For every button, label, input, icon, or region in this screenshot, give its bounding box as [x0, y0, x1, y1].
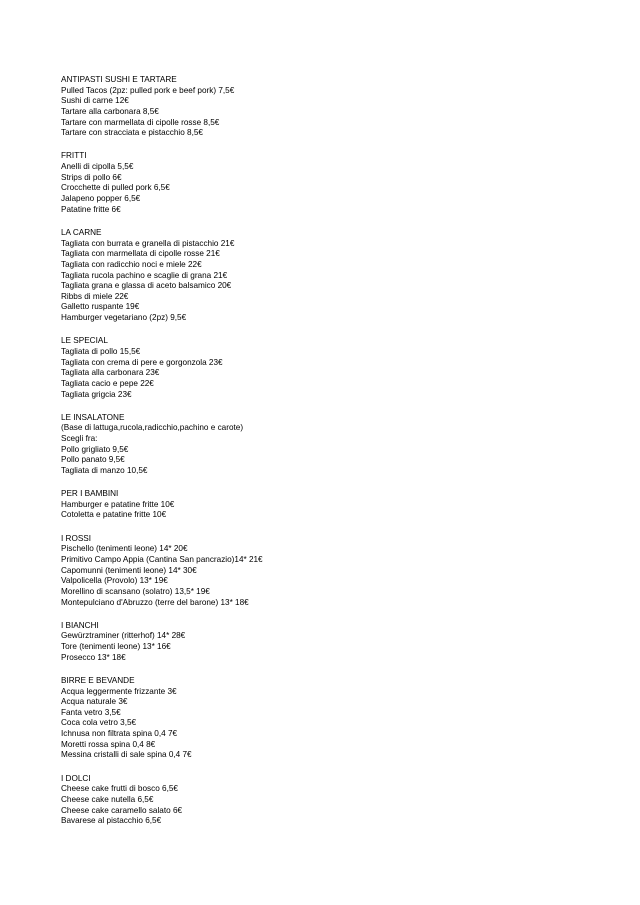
section-title: LE INSALATONE — [61, 412, 125, 422]
menu-item: Tagliata grana e glassa di aceto balsamico 20€ — [61, 281, 232, 291]
menu-item: Acqua naturale 3€ — [61, 697, 128, 707]
section-title: LE SPECIAL — [61, 336, 108, 346]
menu-item: Acqua leggermente frizzante 3€ — [61, 686, 177, 696]
section-title: LA CARNE — [61, 227, 102, 237]
menu-item: Pollo grigliato 9,5€ — [61, 444, 129, 454]
menu-section — [61, 774, 621, 827]
section-title: BIRRE E BEVANDE — [61, 675, 135, 685]
menu-item: Cheese cake frutti di bosco 6,5€ — [61, 784, 178, 794]
menu-item: Tagliata con crema di pere e gorgonzola 23€ — [61, 357, 223, 367]
menu-item: Bavarese al pistacchio 6,5€ — [61, 816, 162, 826]
menu-item: Tagliata di pollo 15,5€ — [61, 346, 141, 356]
menu-section — [61, 621, 621, 664]
menu-item: Pollo panato 9,5€ — [61, 455, 125, 465]
menu-section — [61, 413, 621, 477]
menu-page — [61, 75, 621, 839]
menu-section — [61, 534, 621, 609]
menu-item: Capomunni (tenimenti leone) 14* 30€ — [61, 565, 197, 575]
menu-item: Tagliata con marmellata di cipolle rosse 21€ — [61, 249, 220, 259]
menu-section — [61, 228, 621, 324]
menu-item: Sushi di carne 12€ — [61, 96, 129, 106]
menu-item: Scegli fra: — [61, 434, 98, 444]
menu-item: Patatine fritte 6€ — [61, 204, 121, 214]
menu-item: Tartare alla carbonara 8,5€ — [61, 106, 159, 116]
menu-item: Tagliata di manzo 10,5€ — [61, 466, 148, 475]
menu-item: Morellino di scansano (solatro) 13,5* 19€ — [61, 586, 210, 596]
menu-item: Ribbs di miele 22€ — [61, 291, 129, 301]
menu-item: Ichnusa non filtrata spina 0,4 7€ — [61, 729, 178, 739]
section-title: FRITTI — [61, 151, 87, 161]
menu-item: Tagliata cacio e pepe 22€ — [61, 378, 154, 388]
menu-section — [61, 336, 621, 400]
menu-item: Valpolicella (Provolo) 13* 19€ — [61, 576, 168, 586]
menu-item: Tagliata grigcia 23€ — [61, 389, 132, 399]
menu-item: Cotoletta e patatine fritte 10€ — [61, 510, 167, 520]
menu-item: Jalapeno popper 6,5€ — [61, 194, 141, 204]
menu-item: Crocchette di pulled pork 6,5€ — [61, 183, 170, 193]
menu-item: Primitivo Campo Appia (Cantina San pancrazio)14* 21€ — [61, 554, 263, 564]
menu-item: Tartare con marmellata di cipolle rosse 8,5€ — [61, 117, 220, 127]
menu-item: (Base di lattuga,rucola,radicchio,pachino e carote) — [61, 423, 244, 433]
menu-item: Coca cola vetro 3,5€ — [61, 718, 137, 728]
menu-item: Tore (tenimenti leone) 13* 16€ — [61, 642, 171, 652]
menu-item: Pulled Tacos (2pz: pulled pork e beef pork) 7,5€ — [61, 85, 235, 95]
menu-section — [61, 489, 621, 521]
menu-item: Messina cristalli di sale spina 0,4 7€ — [61, 750, 192, 760]
menu-item: Moretti rossa spina 0,4 8€ — [61, 739, 156, 749]
menu-item: Hamburger vegetariano (2pz) 9,5€ — [61, 313, 187, 323]
section-title: I BIANCHI — [61, 620, 99, 630]
menu-item: Tartare con stracciata e pistacchio 8,5€ — [61, 128, 203, 138]
section-title: I ROSSI — [61, 533, 92, 543]
menu-item: Montepulciano d'Abruzzo (terre del barone) 13* 18€ — [61, 597, 249, 607]
section-title: PER I BAMBINI — [61, 489, 119, 499]
menu-item: Strips di pollo 6€ — [61, 172, 122, 182]
section-title: ANTIPASTI SUSHI E TARTARE — [61, 75, 177, 84]
menu-section — [61, 151, 621, 215]
menu-item: Fanta vetro 3,5€ — [61, 707, 121, 717]
menu-item: Cheese cake caramello salato 6€ — [61, 805, 183, 815]
section-title: I DOLCI — [61, 773, 91, 783]
menu-item: Pischello (tenimenti leone) 14* 20€ — [61, 544, 188, 554]
menu-item: Hamburger e patatine fritte 10€ — [61, 499, 175, 509]
menu-item: Cheese cake nutella 6,5€ — [61, 794, 154, 804]
menu-item: Galletto ruspante 19€ — [61, 302, 140, 312]
menu-item: Tagliata alla carbonara 23€ — [61, 368, 160, 378]
menu-section — [61, 75, 621, 139]
menu-section — [61, 676, 621, 761]
menu-item: Anelli di cipolla 5,5€ — [61, 162, 134, 172]
menu-item: Tagliata con radicchio noci e miele 22€ — [61, 259, 202, 269]
menu-item: Prosecco 13* 18€ — [61, 652, 126, 662]
menu-item: Tagliata con burrata e granella di pistacchio 21€ — [61, 238, 235, 248]
menu-item: Gewürztraminer (ritterhof) 14* 28€ — [61, 631, 186, 641]
menu-item: Tagliata rucola pachino e scaglie di grana 21€ — [61, 270, 228, 280]
